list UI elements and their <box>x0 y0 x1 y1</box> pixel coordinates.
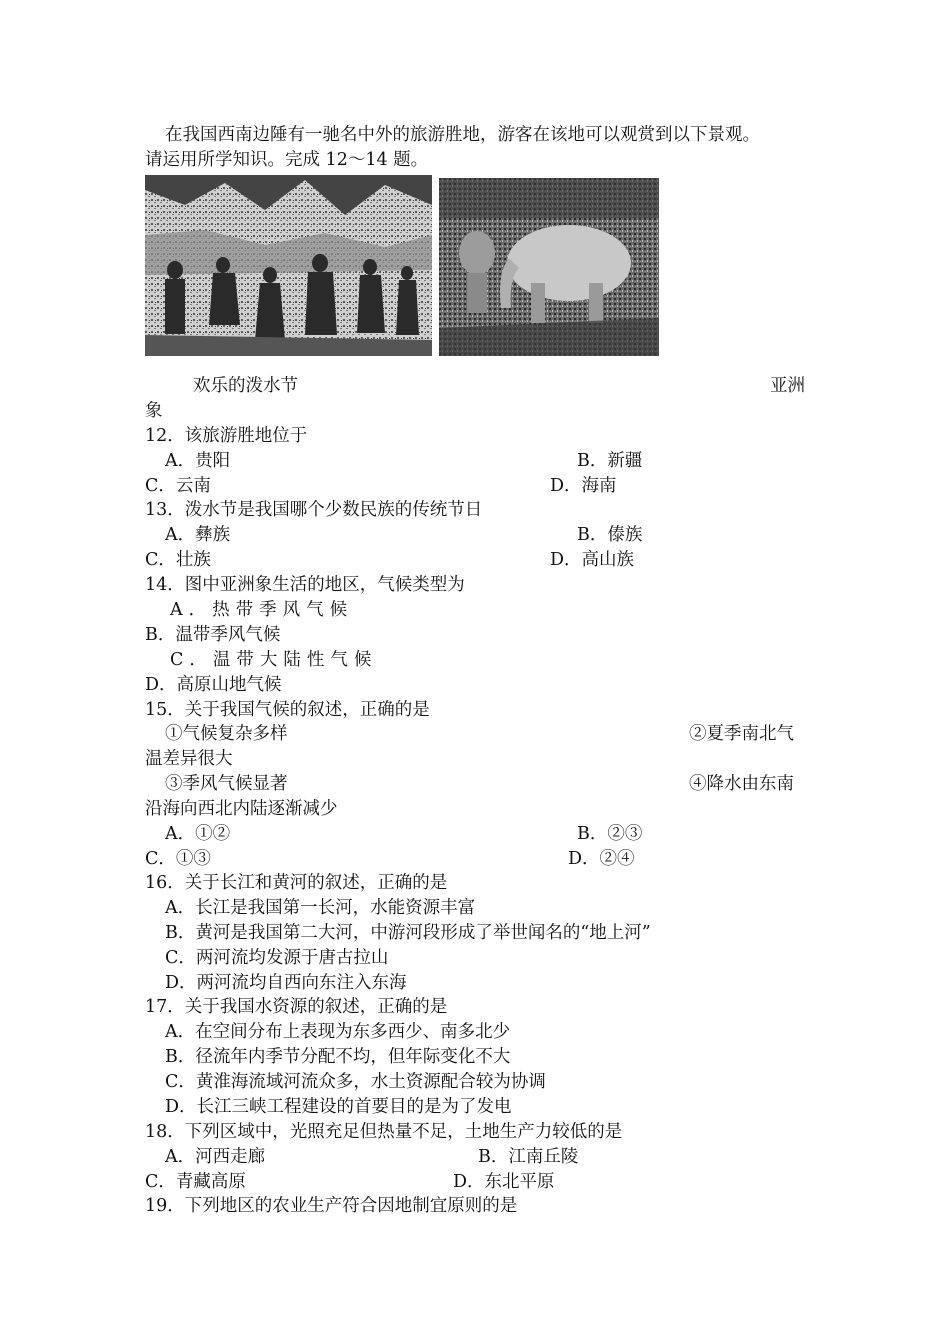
question-18-option-a: A．河西走廊 <box>165 1147 266 1167</box>
question-13-option-a: A．彝族 <box>165 525 231 545</box>
asian-elephant-photo <box>439 178 659 356</box>
question-18-option-d: D．东北平原 <box>453 1172 555 1192</box>
question-15-statement-2-part1: ②夏季南北气 <box>689 724 794 744</box>
question-18-stem: 18．下列区域中，光照充足但热量不足，土地生产力较低的是 <box>145 1122 623 1142</box>
question-15-option-a: A．①② <box>165 824 231 844</box>
water-festival-photo <box>145 175 432 356</box>
question-12-option-b: B．新疆 <box>577 451 643 471</box>
question-12-stem: 12．该旅游胜地位于 <box>145 426 308 446</box>
question-17-stem: 17．关于我国水资源的叙述，正确的是 <box>145 997 448 1017</box>
question-15-stem: 15．关于我国气候的叙述，正确的是 <box>145 700 430 720</box>
question-15-statement-1: ①气候复杂多样 <box>165 724 288 744</box>
question-17-option-c: C．黄淮海流域河流众多，水土资源配合较为协调 <box>165 1072 546 1092</box>
question-13-option-d: D．高山族 <box>550 550 635 570</box>
question-14-option-b: B．温带季风气候 <box>145 625 281 645</box>
question-12-option-d: D．海南 <box>550 476 617 496</box>
question-16-option-a: A．长江是我国第一长河，水能资源丰富 <box>165 898 476 918</box>
question-15-statement-2-part2: 温差异很大 <box>145 749 233 769</box>
question-16-option-c: C．两河流均发源于唐古拉山 <box>165 948 389 968</box>
question-14-option-d: D．高原山地气候 <box>145 675 282 695</box>
question-13-option-b: B．傣族 <box>577 525 643 545</box>
question-16-option-d: D．两河流均自西向东注入东海 <box>165 973 407 993</box>
question-14-option-a: A．热带季风气候 <box>170 600 354 620</box>
asian-elephant-photo-image <box>439 178 659 356</box>
question-12-option-c: C．云南 <box>145 476 211 496</box>
question-15-statement-3: ③季风气候显著 <box>165 774 288 794</box>
caption-asian-elephant-part1: 亚洲 <box>770 376 805 396</box>
question-14-stem: 14．图中亚洲象生活的地区，气候类型为 <box>145 575 465 595</box>
question-14-option-c: C．温带大陆性气候 <box>170 650 378 670</box>
question-13-stem: 13．泼水节是我国哪个少数民族的传统节日 <box>145 500 483 520</box>
question-18-option-b: B．江南丘陵 <box>478 1147 579 1167</box>
question-12-option-a: A．贵阳 <box>165 451 231 471</box>
water-festival-photo-image <box>145 175 432 356</box>
question-16-stem: 16．关于长江和黄河的叙述，正确的是 <box>145 873 448 893</box>
question-13-option-c: C．壮族 <box>145 550 211 570</box>
question-17-option-b: B．径流年内季节分配不均，但年际变化不大 <box>165 1047 511 1067</box>
intro-line-1: 在我国西南边陲有一驰名中外的旅游胜地，游客在该地可以观赏到以下景观。 <box>165 125 760 145</box>
question-18-option-c: C．青藏高原 <box>145 1172 246 1192</box>
question-15-option-d: D．②④ <box>568 849 635 869</box>
question-19-stem: 19．下列地区的农业生产符合因地制宜原则的是 <box>145 1196 518 1216</box>
question-15-option-b: B．②③ <box>577 824 643 844</box>
intro-line-2: 请运用所学知识。完成 12～14 题。 <box>145 150 429 170</box>
question-15-option-c: C．①③ <box>145 849 211 869</box>
question-15-statement-4-part2: 沿海向西北内陆逐渐减少 <box>145 799 338 819</box>
question-16-option-b: B．黄河是我国第二大河，中游河段形成了举世闻名的“地上河” <box>165 923 651 943</box>
question-17-option-a: A．在空间分布上表现为东多西少、南多北少 <box>165 1022 511 1042</box>
caption-water-festival: 欢乐的泼水节 <box>193 376 298 396</box>
caption-asian-elephant-part2: 象 <box>145 401 163 421</box>
question-15-statement-4-part1: ④降水由东南 <box>689 774 794 794</box>
question-17-option-d: D．长江三峡工程建设的首要目的是为了发电 <box>165 1097 512 1117</box>
